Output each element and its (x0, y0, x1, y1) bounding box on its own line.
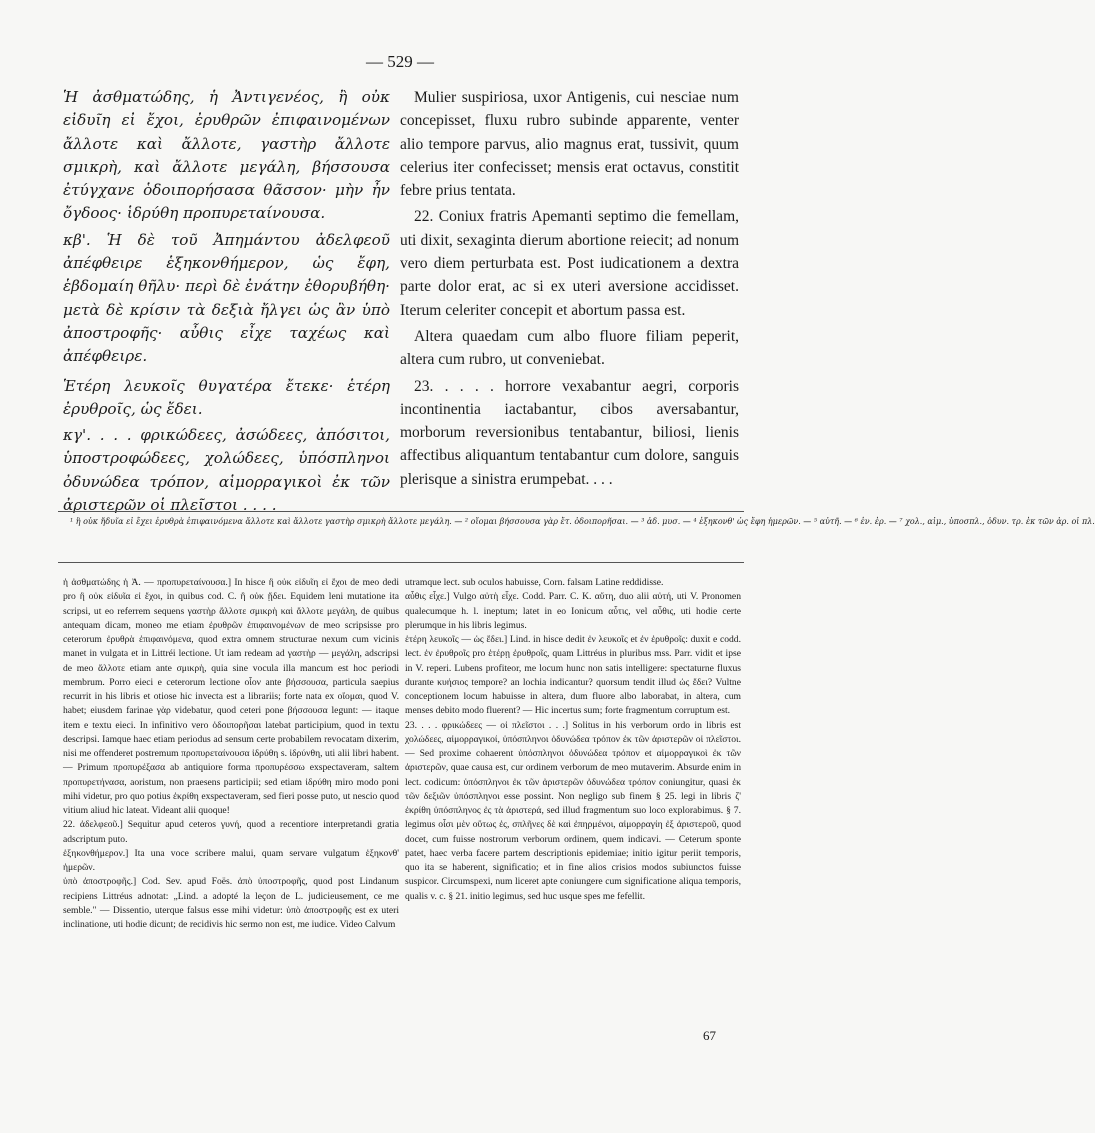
greek-text-column (63, 86, 390, 520)
commentary-note: ἑξηκονθήμερον.] Ita una voce scribere malui, quam servare vulgatum ἑξηκονθ' ἡμερῶν. (63, 847, 399, 873)
page-number: — 529 — (366, 52, 434, 71)
commentary-note: utramque lect. sub oculos habuisse, Corn. falsam Latine reddidisse. (405, 577, 664, 588)
commentary-note: ὑπὸ ἀποστροφῆς.] Cod. Sev. apud Foës. ἀπὸ ὑποστροφῆς, quod post Lindanum recipiens Littréus adnotat: „Lind. a adopté la leçon de L. judicieusement, ce me semble." — Dissentio, uterque falsus esse mihi videtur: ὑπὸ ἀποστροφῆς est ex uteri inclinatione, uti hodie dicunt; de recidivis hic sermo non est, me iudice. Video Calvum (63, 876, 399, 930)
commentary-right-column (405, 576, 741, 904)
commentary-note: 22. ἀδελφεοῦ.] Sequitur apud ceteros γυνή, quod a recentiore interpretandi gratia adscriptum puto. (63, 819, 399, 845)
footnote-divider (58, 511, 744, 512)
greek-paragraph: Ἑτέρη λευκοῖς θυγατέρα ἔτεκε· ἑτέρη ἐρυθροῖς, ὡς ἔδει. (63, 376, 390, 418)
commentary-note: αὖθις εἶχε.] Vulgo αὐτὴ εἶχε. Codd. Parr. C. K. αὔτη, duo alii αὐτή, uti V. Pronomen qualecumque h. l. ineptum; latet in eo Ionicum αὖτις, vel αὖθις, uti hodie certe plerumque in his libris legimus. (405, 591, 741, 631)
variant-readings-footnote: ¹ ἢ οὐκ ἤδυῖα εἰ ἔχει ἐρυθρὰ ἐπιφαινόμενα ἄλλοτε καὶ ἄλλοτε γαστὴρ σμικρὴ ἄλλοτε μεγάλη. — ² οἴομαι βήσσουσα γὰρ ἔτ. ὁδοιπορῆσαι. — ³ ἀδ. μυσ. — ⁴ ἑξηκονθ' ὡς ἔφη ἡμερῶν. — ⁵ αὐτῆ. — ⁶ ἐν. ἐρ. — ⁷ χολ., αἱμ., ὑποσπλ., ὀδυν. τρ. ἐκ τῶν ἀρ. οἱ πλ. (70, 517, 1095, 526)
latin-paragraph: 23. . . . . horrore vexabantur aegri, corporis incontinentia iactabantur, cibos aversabantur, morborum reversionibus tentabantur, biliosi, lienis affectibus aliquantum tentabantur cum dolore, sanguis plerisque a sinistra erumpebat. . . . (400, 377, 739, 488)
latin-paragraph: Mulier suspiriosa, uxor Antigenis, cui nesciae num concepisset, fluxu rubro subinde apparente, venter alio tempore parvus, alio magnus erat, tussivit, quum celerius iter confecisset; mensis erat octavus, constitit febre prius tentata. (400, 89, 739, 200)
folio-signature: 67 (703, 1028, 716, 1043)
commentary-note: ἡ ἀσθματώδης ἡ Ἀ. — προπυρεταίνουσα.] In hisce ἢ οὐκ εἰδυῖη εἰ ἔχοι de meo dedi pro ἢ οὐκ εἰδυῖα εἰ ἔχοι, in quibus cod. C. ἢ οὐκ ᾔδει. Equidem leni mutatione ita scripsi, ut eo referrem sequens γαστὴρ ἄλλοτε σμικρὴ καὶ ἄλλοτε μεγάλη, de quibus antequam dicam, moneo me etiam ἐρυθρῶν ἐπιφαινομένων de meo scripsisse pro ceterorum ἐρυθρὰ ἐπιφαινόμενα, quod extra omnem structurae nexum cum vicinis manet in vulgata et in Littréi lectione. Ut iam redeam ad γαστὴρ — μεγάλη, adscripsi de meo ἄλλοτε etiam ante σμικρὴ, quia sine vocula illa mancum est hoc periodi membrum. Porro eieci e ceterorum lectione οἶον ante βήσσουσα, particula saepius recurrit in his libris et otiose hic invecta est a librariis; forte nata ex οἴομαι, quod V. habet; eiusdem farinae γὰρ videbatur, quod ceteri pone βήσσουσα legunt: — itaque item e textu eieci. In infinitivo vero ὁδοιπορῆσαι latebat participium, quod in textu descripsi. Iamque haec etiam periodus ad sensum certe probabilem revocatam dixerim, nisi me offenderet postremum προπυρεταίνουσα ἱδρύθη s. ἱδρύνθη, uti alii libri habent. — Primum προπυρέξασα ab antiquiore forma προπυρέσσω exspectaveram, saltem προπυρετήνασα, aoristum, non praesens participii; sed etiam ἱδρύθη miro modo poni mihi videtur, pro quo potius ἐκρίθη exspectaveram, sed fieri posse puto, ut nescio quod vitium aliud hic lateat. Videant alii quoque! (63, 577, 399, 816)
latin-translation-column (400, 86, 739, 494)
commentary-divider (58, 562, 744, 563)
commentary-left-column (63, 576, 399, 932)
greek-paragraph: κβ'. Ἡ δὲ τοῦ Ἀπημάντου ἀδελφεοῦ ἀπέφθειρε ἑξηκονθήμερον, ὡς ἔφη, ἑβδομαίη θῆλυ· περὶ δὲ ἐνάτην ἐθορυβήθη· μετὰ δὲ κρίσιν τὰ δεξιὰ ἤλγει ὡς ἂν ὑπὸ ἀποστροφῆς· αὖθις εἶχε ταχέως καὶ ἀπέφθειρε. (63, 230, 390, 366)
greek-paragraph: κγ'. . . . φρικώδεες, ἀσώδεες, ἀπόσιτοι, ὑποστροφώδεες, χολώδεες, ὑπόσπληνοι ὀδυνώδεα τρόπον, αἱμορραγικοὶ ἐκ τῶν ἀριστερῶν οἱ πλεῖστοι . . . . (63, 426, 390, 515)
commentary-note: ἑτέρη λευκοῖς — ὡς ἔδει.] Lind. in hisce dedit ἐν λευκοῖς et ἐν ἐρυθροῖς: duxit e codd. lect. ἐν ἐρυθροῖς pro ἑτέρῃ ἐρυθροῖς, quam Littréus in pluribus mss. Parr. vidit et ipse in V. reperi. Lubens profiteor, me locum hunc non satis intelligere: spectaturne fluxus durante κυήσιος tempore? an lochia indicantur? quorsum tendit illud ὡς ἔδει? Vultne conceptionem locum habuisse in altera, dum fluore albo laborabat, in altera, cum menses debito modo fluerent? — Hic incertus sum; forte fragmentum corruptum est. (405, 634, 741, 717)
commentary-note: 23. . . . φρικώδεες — οἱ πλεῖστοι . . .] Solitus in his verborum ordo in libris est χολώδεες, αἱμορραγικοί, ὑπόσπληνοι ὀδυνώδεα τρόπον ἐκ τῶν ἀριστερῶν οἱ πλεῖστοι. — Sed proxime cohaerent ὑπόσπληνοι ὀδυνώδεα τρόπον et αἱμορραγικοὶ ἐκ τῶν ἀριστερῶν, quae causa est, cur ordinem verborum de meo mutaverim. Absurde enim in lect. codicum: ὑπόσπληνοι ἐκ τῶν ἀριστερῶν ὀδυνώδεα τρόπον coniungitur, quasi ἐκ τῶν δεξιῶν ὑπόσπληνοι esse possint. Non negligo sub finem § 25. legi in libris ζ' ἐκρίθη ὑπόσπληνος ἐς τὰ ἀριστερά, sed illud fragmentum suo loco explorabimus. § 7. legimus οἶσι μὲν οὕτως ἐς, σπλῆνες δὲ καὶ ἐπηρμένοι, αἱμορραγίη ἐξ ἀριστεροῦ, quod docet, cum fuisse nostrorum verborum ordinem, quem indicavi. — Ceterum sponte patet, haec verba facere partem descriptionis epidemiae; initio igitur periit temporis, quo ita se haberent, significatio; et in fine alios crisios modos subiunctos fuisse suspicor. Circumspexi, num liceret apte coniungere cum significatione aliqua temporis, qualis v. c. § 21. initio legimus, sed huc usque spes me fefellit. (405, 719, 741, 902)
greek-paragraph: Ἡ ἀσθματώδης, ἡ Ἀντιγενέος, ἢ οὐκ εἰδυῖη εἰ ἔχοι, ἐρυθρῶν ἐπιφαινομένων ἄλλοτε καὶ ἄλλοτε, γαστὴρ ἄλλοτε σμικρὴ, καὶ ἄλλοτε μεγάλη, βήσσουσα ἐτύγχανε ὁδοιπορήσασα θᾶσσον· μὴν ἦν ὄγδοος· ἱδρύθη προπυρεταίνουσα. (63, 88, 390, 223)
latin-paragraph: Altera quaedam cum albo fluore filiam peperit, altera cum rubro, ut conveniebat. (400, 327, 739, 369)
latin-paragraph: 22. Coniux fratris Apemanti septimo die femellam, uti dixit, sexaginta dierum abortione reiecit; ad nonum vero diem perturbata est. Post iudicationem a dextra parte dolor erat, ac si ex uteri aversione accidisset. Iterum celeriter concepit et abortum passa est. (400, 208, 739, 319)
